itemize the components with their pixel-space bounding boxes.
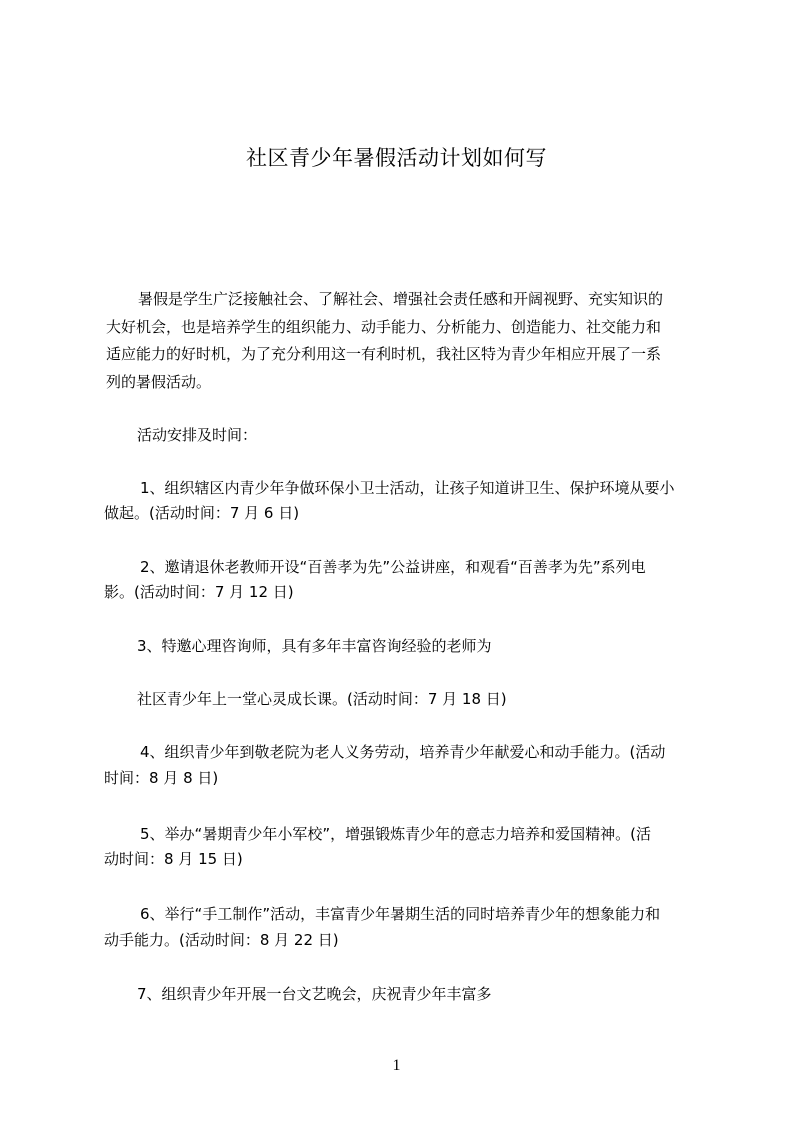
intro-line-4: 列的暑假活动。 [106,373,212,391]
item-1-line-2: 做起。(活动时间：7 月 6 日) [104,504,300,522]
item-2-line-2: 影。(活动时间：7 月 12 日) [104,583,294,601]
document-title: 社区青少年暑假活动计划如何写 [246,146,547,170]
item-1-line-1: 1、组织辖区内青少年争做环保小卫士活动，让孩子知道讲卫生、保护环境从要小 [140,479,675,497]
item-6-line-2: 动手能力。(活动时间：8 月 22 日) [104,931,339,949]
item-3-line-1: 3、特邀心理咨询师，具有多年丰富咨询经验的老师为 [137,637,492,655]
item-5-line-2: 动时间：8 月 15 日) [104,850,243,868]
item-2-line-1: 2、邀请退休老教师开设“百善孝为先”公益讲座，和观看“百善孝为先”系列电 [140,558,646,576]
intro-line-2: 大好机会，也是培养学生的组织能力、动手能力、分析能力、创造能力、社交能力和 [106,318,662,336]
item-4-line-2: 时间：8 月 8 日) [104,769,219,787]
page-number: 1 [392,1057,401,1074]
intro-line-3: 适应能力的好时机，为了充分利用这一有利时机，我社区特为青少年相应开展了一系 [106,345,662,363]
item-3b-line-1: 社区青少年上一堂心灵成长课。(活动时间：7 月 18 日) [137,690,507,708]
intro-line-1: 暑假是学生广泛接触社会、了解社会、增强社会责任感和开阔视野、充实知识的 [138,290,664,308]
item-6-line-1: 6、举行“手工制作”活动，丰富青少年暑期生活的同时培养青少年的想象能力和 [140,905,661,923]
section-heading: 活动安排及时间： [137,426,258,444]
item-4-line-1: 4、组织青少年到敬老院为老人义务劳动，培养青少年献爱心和动手能力。(活动 [140,743,666,761]
item-7-line-1: 7、组织青少年开展一台文艺晚会，庆祝青少年丰富多 [137,985,492,1003]
item-5-line-1: 5、举办“暑期青少年小军校”，增强锻炼青少年的意志力培养和爱国精神。(活 [140,825,651,843]
